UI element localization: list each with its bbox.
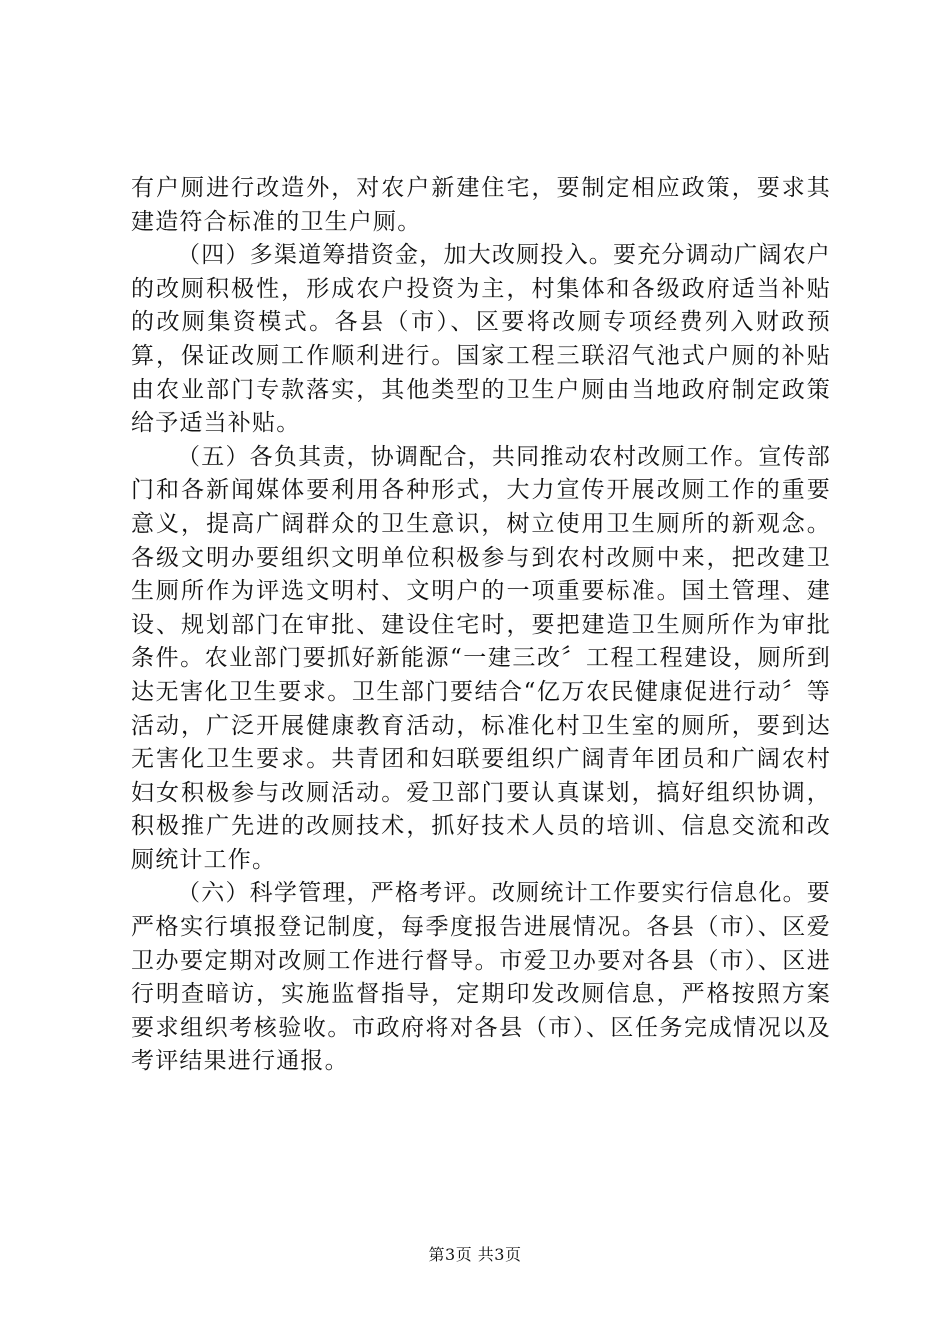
paragraph-section-5: （五）各负其责，协调配合，共同推动农村改厕工作。宣传部门和各新闻媒体要利用各种形式，大力宣传开展改厕工作的重要意义，提高广阔群众的卫生意识，树立使用卫生厕所的新观念。各级文明办要组织文明单位积极参与到农村改厕中来，把改建卫生厕所作为评选文明村、文明户的一项重要标准。国土管理、建设、规划部门在审批、建设住宅时，要把建造卫生厕所作为审批条件。农业部门要抓好新能源“一建三改〞工程工程建设，厕所到达无害化卫生要求。卫生部门要结合“亿万农民健康促进行动〞等活动，广泛开展健康教育活动，标准化村卫生室的厕所，要到达无害化卫生要求。共青团和妇联要组织广阔青年团员和广阔农村妇女积极参与改厕活动。爱卫部门要认真谋划，搞好组织协调，积极推广先进的改厕技术，抓好技术人员的培训、信息交流和改厕统计工作。 <box>131 443 831 873</box>
document-body <box>131 172 831 1079</box>
paragraph-section-4: （四）多渠道筹措资金，加大改厕投入。要充分调动广阔农户的改厕积极性，形成农户投资为主，村集体和各级政府适当补贴的改厕集资模式。各县（市）、区要将改厕专项经费列入财政预算，保证改厕工作顺利进行。国家工程三联沼气池式户厕的补贴由农业部门专款落实，其他类型的卫生户厕由当地政府制定政策给予适当补贴。 <box>131 242 831 437</box>
paragraph-continuation: 有户厕进行改造外，对农户新建住宅，要制定相应政策，要求其建造符合标准的卫生户厕。 <box>131 175 831 235</box>
page-number-footer: 第3页 共3页 <box>428 1245 522 1264</box>
paragraph-section-6: （六）科学管理，严格考评。改厕统计工作要实行信息化。要严格实行填报登记制度，每季度报告进展情况。各县（市）、区爱卫办要定期对改厕工作进行督导。市爱卫办要对各县（市）、区进行明查暗访，实施监督指导，定期印发改厕信息，严格按照方案要求组织考核验收。市政府将对各县（市）、区任务完成情况以及考评结果进行通报。 <box>131 880 831 1075</box>
